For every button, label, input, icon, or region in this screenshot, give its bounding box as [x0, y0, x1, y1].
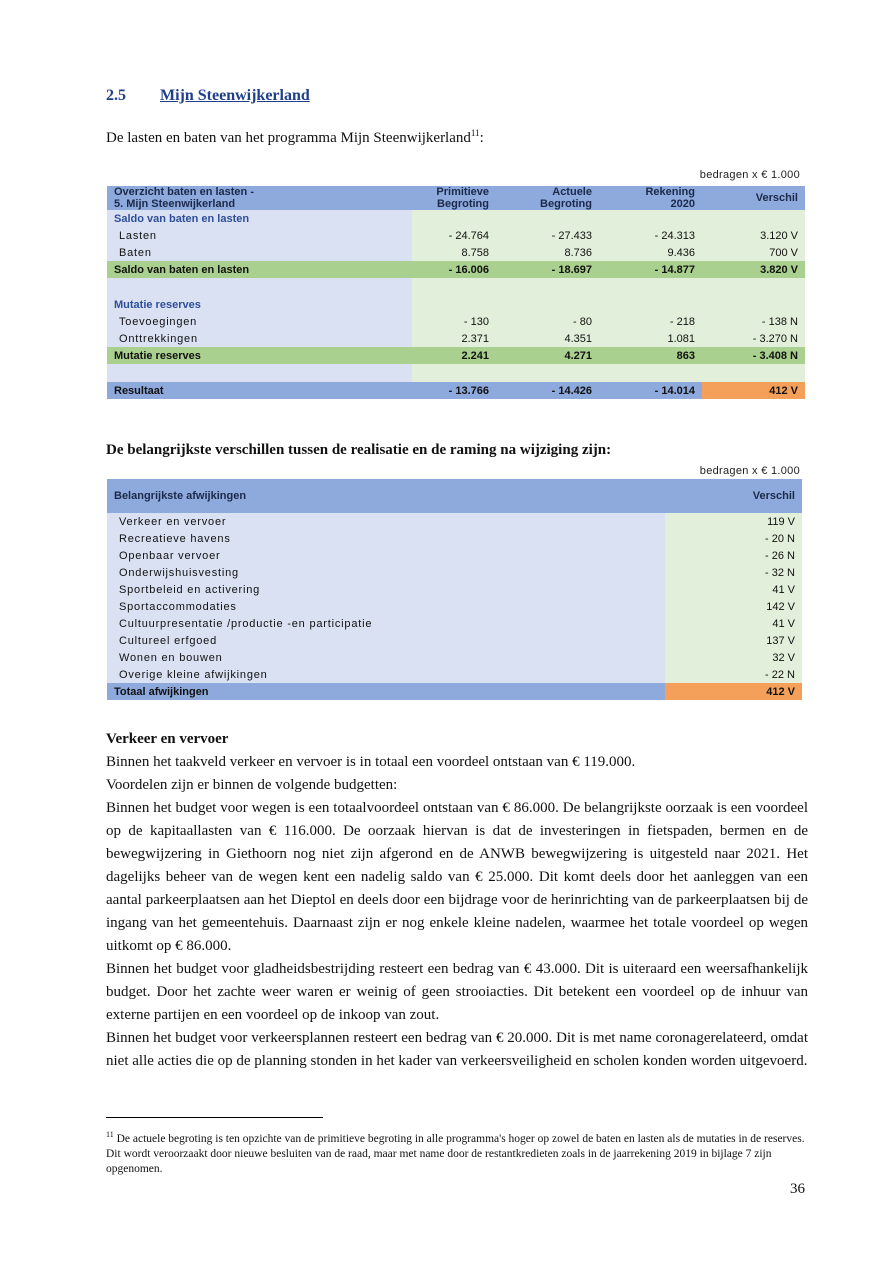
cell-value: 3.820 V: [702, 261, 805, 278]
section-label: Mutatie reserves: [107, 296, 412, 313]
table-row: [107, 547, 802, 564]
cell-value: 3.120 V: [702, 227, 805, 244]
subheading: De belangrijkste verschillen tussen de realisatie en de raming na wijziging zijn:: [106, 442, 612, 458]
row-label: Baten: [107, 244, 412, 261]
cell-value: 863: [599, 347, 702, 364]
table-row-subtotal: [107, 261, 805, 278]
cell-value: - 16.006: [412, 261, 496, 278]
table-header-row: [107, 186, 805, 210]
baten-lasten-table: [107, 186, 805, 399]
header-actuele: Actuele Begroting: [496, 186, 599, 210]
footnote-ref[interactable]: 11: [470, 128, 480, 138]
header-overview: Overzicht baten en lasten - 5. Mijn Steenwijkerland: [107, 186, 412, 210]
row-label: Openbaar vervoer: [107, 547, 665, 564]
table-row: [107, 649, 802, 666]
table1-unit: bedragen x € 1.000: [699, 169, 800, 181]
row-label: Recreatieve havens: [107, 530, 665, 547]
afwijkingen-table: [107, 479, 802, 700]
table-spacer: [107, 278, 805, 296]
paragraph: Binnen het budget voor gladheidsbestrijding resteert een bedrag van € 43.000. Dit is uiteraard een weersafhankelijk budget. Door het zachte weer waren er weinig of geen strooiacties. Dit betekent een voordeel op de inhuur van externe partijen en een voordeel op de inkoop van zout.: [106, 961, 808, 1023]
row-label: Lasten: [107, 227, 412, 244]
row-label: Toevoegingen: [107, 313, 412, 330]
cell-value: - 32 N: [665, 564, 802, 581]
footnote-text: De actuele begroting is ten opzichte van de primitieve begroting in alle programma's hoger op zowel de baten en lasten als de mutaties in de reserves. Dit wordt veroorzaakt door nieuwe besluiten van de raad, maar met name door de restantkredieten zoals in de jaarrekening 2019 in bijlage 7 zijn opgenomen.: [106, 1132, 805, 1175]
cell-value: 137 V: [665, 632, 802, 649]
intro-text: [106, 128, 484, 147]
cell-value: 4.271: [496, 347, 599, 364]
body-heading: Verkeer en vervoer: [106, 731, 229, 747]
afwijkingen-rows: [107, 513, 802, 683]
table-row: [107, 227, 805, 244]
table-row: [107, 564, 802, 581]
cell-value: 8.758: [412, 244, 496, 261]
table-row: [107, 632, 802, 649]
header-rekening: Rekening 2020: [599, 186, 702, 210]
table-row: [107, 581, 802, 598]
table-row: [107, 615, 802, 632]
cell-value: - 14.426: [496, 382, 599, 399]
cell-value: 1.081: [599, 330, 702, 347]
table-row-result: [107, 382, 805, 399]
cell-value: - 24.313: [599, 227, 702, 244]
row-label: Onderwijshuisvesting: [107, 564, 665, 581]
row-label: Resultaat: [107, 382, 412, 399]
row-label: Saldo van baten en lasten: [107, 261, 412, 278]
table-row: [107, 313, 805, 330]
paragraph: Binnen het taakveld verkeer en vervoer is in totaal een voordeel ontstaan van € 119.000.: [106, 754, 636, 770]
table-row: [107, 530, 802, 547]
row-label: Mutatie reserves: [107, 347, 412, 364]
paragraph: Binnen het budget voor verkeersplannen resteert een bedrag van € 20.000. Dit is met name coronagerelateerd, omdat niet alle acties die op de planning stonden in het kader van verkeersveiligheid en scholen konden worden uitgevoerd.: [106, 1030, 808, 1069]
cell-value: 41 V: [665, 615, 802, 632]
cell-value: 9.436: [599, 244, 702, 261]
cell-value: 2.371: [412, 330, 496, 347]
intro-sentence: De lasten en baten van het programma Mijn Steenwijkerland: [106, 130, 471, 146]
cell-value: 4.351: [496, 330, 599, 347]
header-afwijkingen: Belangrijkste afwijkingen: [107, 479, 665, 513]
header-verschil: Verschil: [702, 186, 805, 210]
paragraph: Voordelen zijn er binnen de volgende budgetten:: [106, 777, 398, 793]
footnote-divider: [106, 1117, 323, 1118]
page-number: 36: [790, 1181, 805, 1197]
cell-value: - 80: [496, 313, 599, 330]
cell-value: - 24.764: [412, 227, 496, 244]
table-row: [107, 666, 802, 683]
row-label: Overige kleine afwijkingen: [107, 666, 665, 683]
cell-value: - 3.270 N: [702, 330, 805, 347]
row-label: Sportaccommodaties: [107, 598, 665, 615]
cell-value: - 13.766: [412, 382, 496, 399]
cell-value: - 218: [599, 313, 702, 330]
table-row: [107, 244, 805, 261]
cell-value: 412 V: [665, 683, 802, 700]
table2-unit: bedragen x € 1.000: [699, 465, 800, 477]
row-label: Sportbeleid en activering: [107, 581, 665, 598]
row-label: Verkeer en vervoer: [107, 513, 665, 530]
cell-value: 700 V: [702, 244, 805, 261]
table-row: [107, 330, 805, 347]
intro-suffix: :: [479, 130, 484, 146]
section-heading: [106, 87, 310, 105]
cell-value: - 14.014: [599, 382, 702, 399]
body-text: [106, 728, 808, 1073]
section-label: Saldo van baten en lasten: [107, 210, 412, 227]
row-label: Cultureel erfgoed: [107, 632, 665, 649]
cell-value: - 130: [412, 313, 496, 330]
row-label: Cultuurpresentatie /productie -en participatie: [107, 615, 665, 632]
table-spacer: [107, 364, 805, 382]
section-title: Mijn Steenwijkerland: [160, 87, 310, 104]
table-row-subtotal: [107, 347, 805, 364]
table-row-total: [107, 683, 802, 700]
footnote-number: 11: [106, 1130, 114, 1139]
table-row: [107, 598, 802, 615]
table-row: [107, 513, 802, 530]
cell-value: - 14.877: [599, 261, 702, 278]
row-label: Onttrekkingen: [107, 330, 412, 347]
cell-value: 2.241: [412, 347, 496, 364]
cell-value: - 138 N: [702, 313, 805, 330]
table-header-row: [107, 479, 802, 513]
cell-value: 142 V: [665, 598, 802, 615]
row-label: Wonen en bouwen: [107, 649, 665, 666]
cell-value: - 20 N: [665, 530, 802, 547]
paragraph: Binnen het budget voor wegen is een totaalvoordeel ontstaan van € 86.000. De belangrijkste oorzaak is een voordeel op de kapitaallasten van € 116.000. De oorzaak hiervan is dat de investeringen in fietspaden, bermen en de bewegwijzering in Giethoorn nog niet zijn afgerond en de ANWB bewegwijzering is uitgesteld naar 2021. Het dagelijks beheer van de wegen kent een nadelig saldo van € 25.000. Dit komt deels door het aanleggen van een aantal parkeerplaatsen aan het Dieptol en deels door een bijdrage voor de herinrichting van de parkeerplaatsen bij de ingang van het gemeentehuis. Daarnaast zijn er nog enkele kleine nadelen, waarmee het totale voordeel op wegen uitkomt op € 86.000.: [106, 800, 808, 954]
cell-value: - 18.697: [496, 261, 599, 278]
cell-value: 41 V: [665, 581, 802, 598]
cell-value: - 27.433: [496, 227, 599, 244]
cell-value: 8.736: [496, 244, 599, 261]
table-row: [107, 210, 805, 227]
cell-value: 32 V: [665, 649, 802, 666]
cell-value: - 3.408 N: [702, 347, 805, 364]
row-label: Totaal afwijkingen: [107, 683, 665, 700]
cell-value: 412 V: [702, 382, 805, 399]
header-verschil: Verschil: [665, 479, 802, 513]
section-number: 2.5: [106, 87, 126, 104]
cell-value: - 22 N: [665, 666, 802, 683]
header-primitieve: Primitieve Begroting: [412, 186, 496, 210]
table-row: [107, 296, 805, 313]
footnote: [106, 1127, 808, 1177]
cell-value: 119 V: [665, 513, 802, 530]
cell-value: - 26 N: [665, 547, 802, 564]
